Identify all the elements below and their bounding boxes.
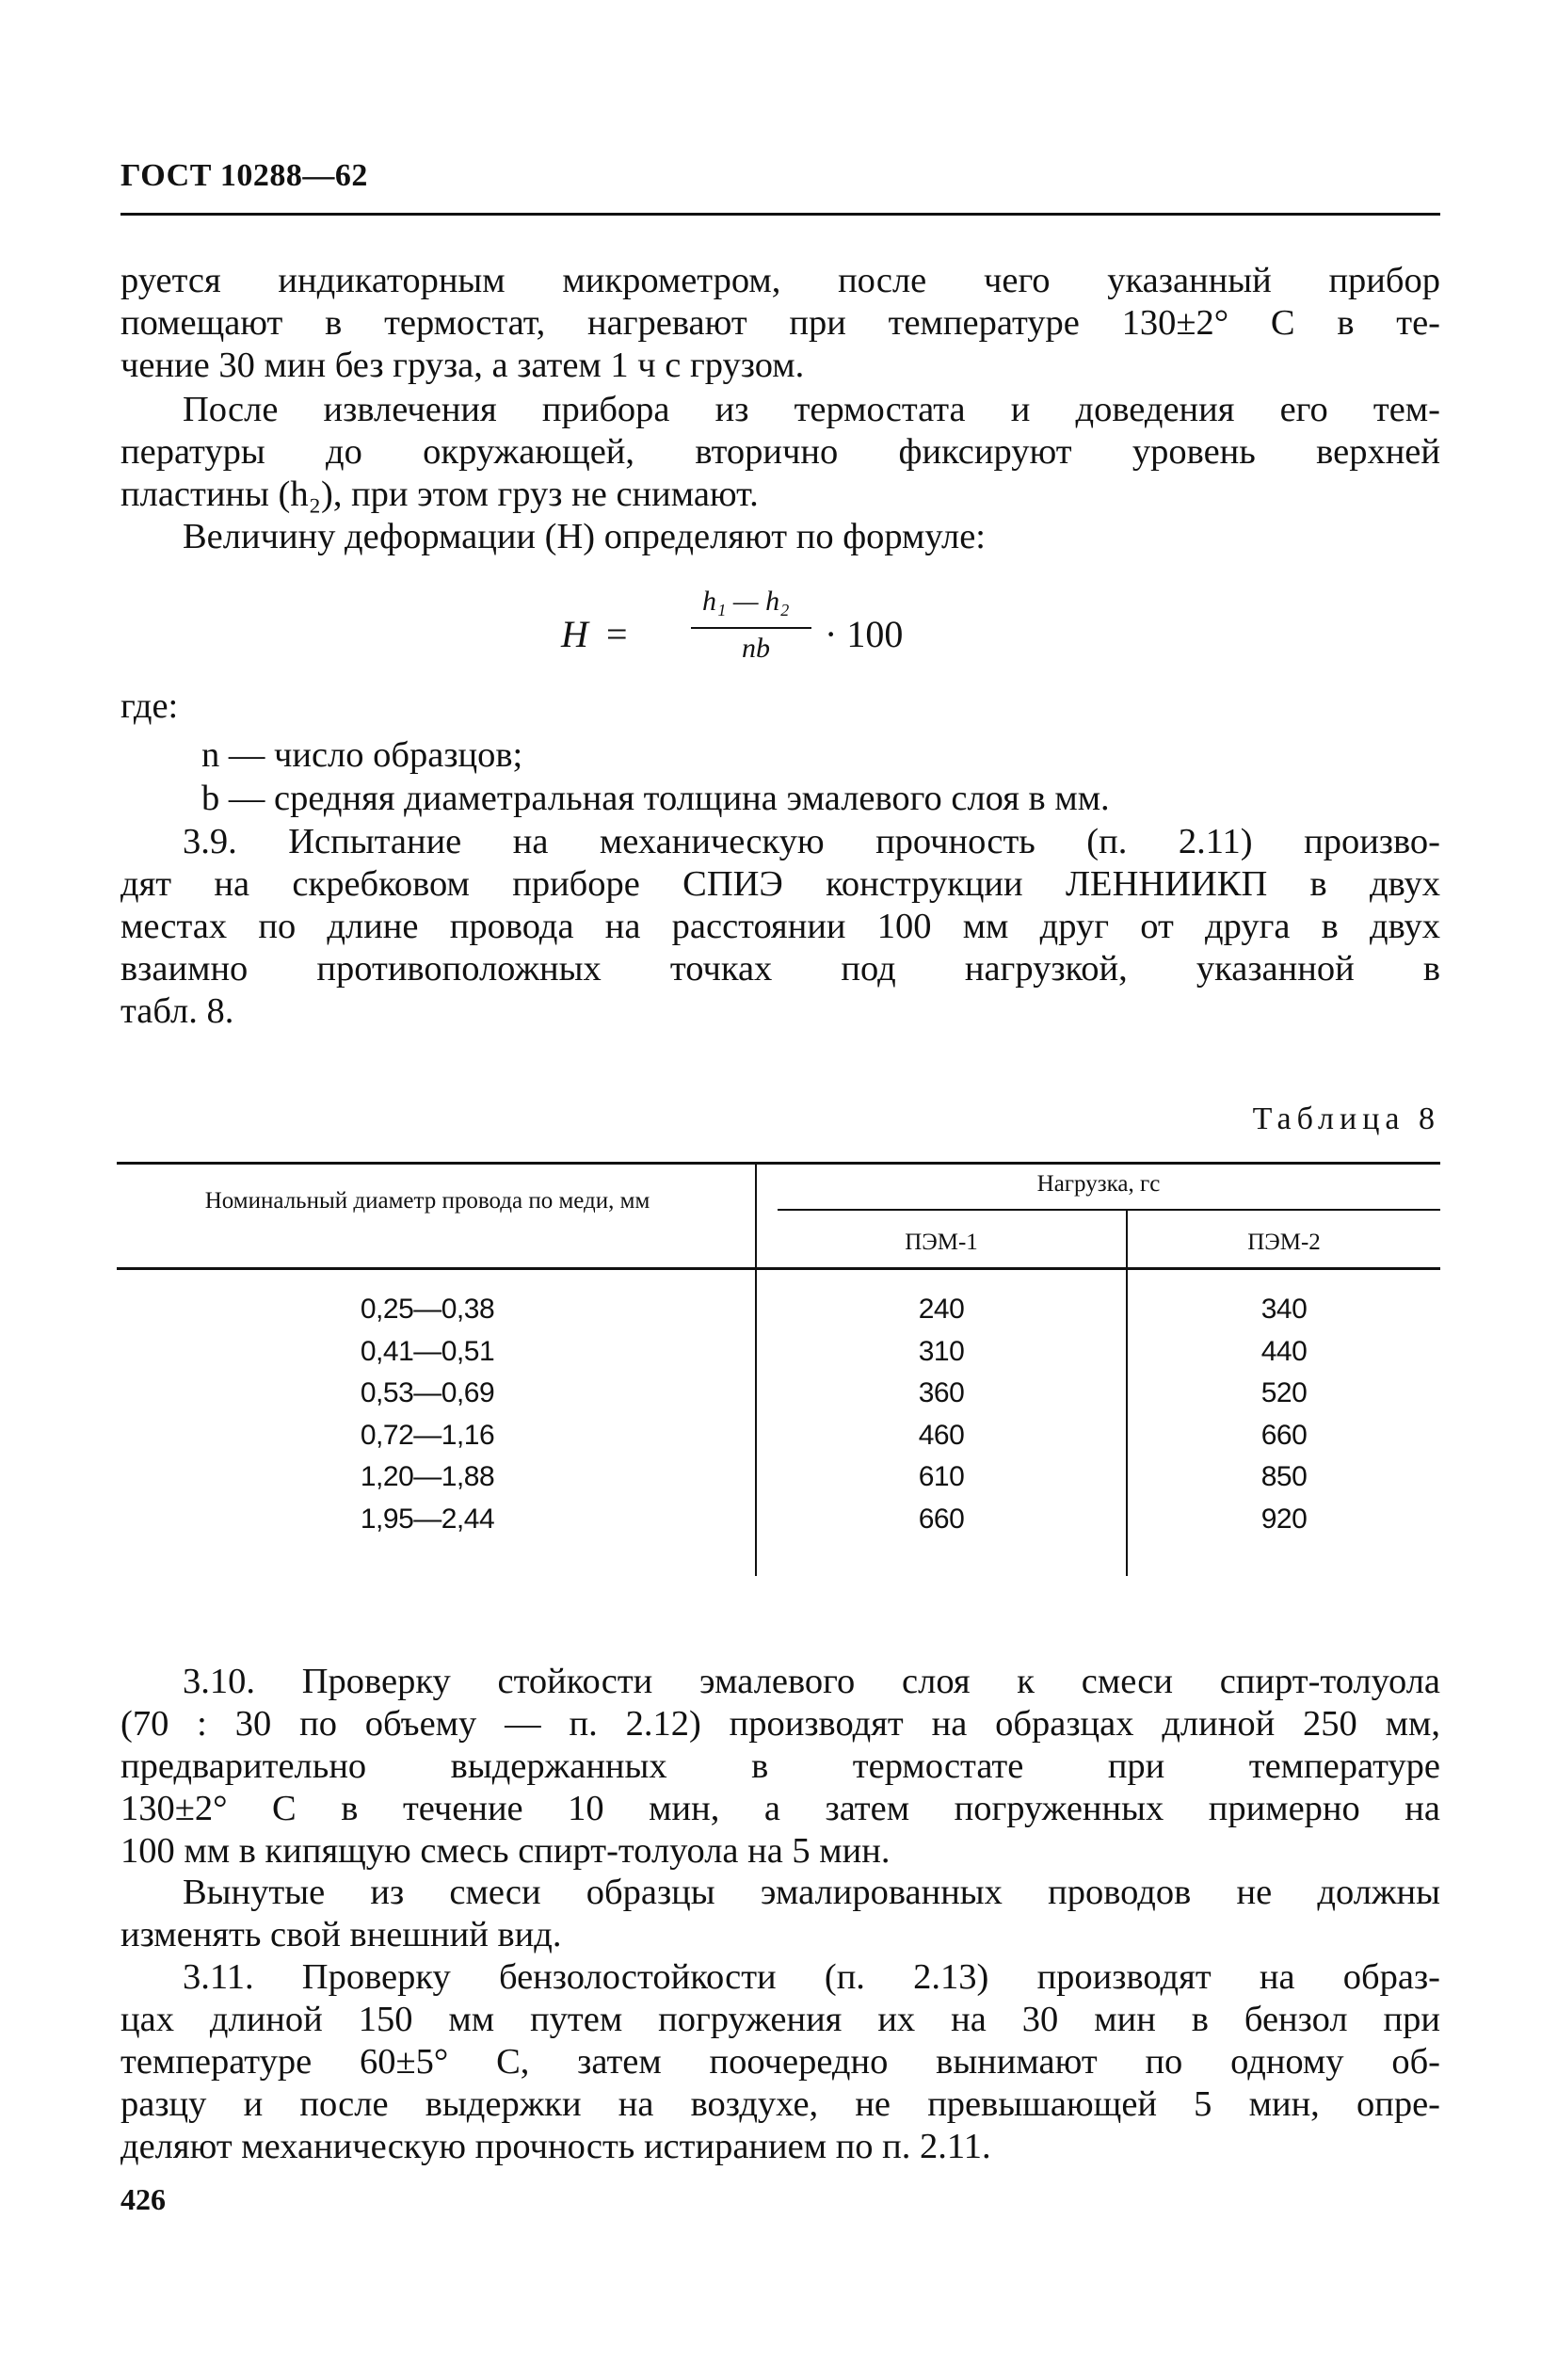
table-header-rule xyxy=(117,1267,1440,1270)
cell-pem2: 520 xyxy=(1260,1377,1308,1408)
cell-pem2: 340 xyxy=(1260,1294,1308,1325)
cell-diameter: 1,95—2,44 xyxy=(360,1503,495,1535)
text-line: дят на скребковом приборе СПИЭ конструкции ЛЕННИИКП в двух xyxy=(120,864,1440,904)
text-line: Величину деформации (H) определяют по формуле: xyxy=(183,517,986,556)
definition-b: b — средняя диаметральная толщина эмалевого слоя в мм. xyxy=(201,779,1110,818)
text-line: 3.11. Проверку бензолостойкости (п. 2.13) производят на образ- xyxy=(183,1957,1440,1997)
cell-pem1: 610 xyxy=(918,1461,965,1492)
cell-pem2: 850 xyxy=(1260,1461,1308,1492)
paragraph-2 xyxy=(120,389,1440,516)
paragraph-3-10 xyxy=(120,1661,1440,1873)
text-line: разцу и после выдержки на воздухе, не превышающей 5 мин, опре- xyxy=(120,2084,1440,2124)
document-header: ГОСТ 10288—62 xyxy=(120,158,368,193)
cell-diameter: 0,53—0,69 xyxy=(360,1377,495,1408)
text-line: 3.10. Проверку стойкости эмалевого слоя к смеси спирт-толуола xyxy=(183,1662,1440,1701)
fraction-bar xyxy=(691,627,811,629)
text-line: пературы до окружающей, вторично фиксируют уровень верхней xyxy=(120,432,1440,472)
group-header-rule xyxy=(778,1209,1440,1211)
text-line: цах длиной 150 мм путем погружения их на 30 мин в бензол при xyxy=(120,2000,1440,2039)
paragraph-3-10-cont xyxy=(120,1872,1440,1956)
text-line: руется индикаторным микрометром, после чего указанный прибор xyxy=(120,261,1440,300)
formula-multiplier: · 100 xyxy=(825,613,904,655)
cell-diameter: 0,25—0,38 xyxy=(360,1294,495,1325)
cell-pem2: 920 xyxy=(1260,1503,1308,1535)
text-line: взаимно противоположных точках под нагрузкой, указанной в xyxy=(120,949,1440,989)
page-number: 426 xyxy=(120,2182,166,2216)
cell-pem2: 660 xyxy=(1260,1419,1308,1451)
column-header-diameter: Номинальный диаметр провода по меди, мм xyxy=(204,1188,650,1214)
cell-pem1: 460 xyxy=(918,1419,965,1451)
text-line: 100 мм в кипящую смесь спирт-толуола на 5 мин. xyxy=(120,1831,891,1871)
cell-pem2: 440 xyxy=(1260,1335,1308,1367)
column-header-pem1: ПЭМ-1 xyxy=(905,1230,978,1255)
paragraph-1 xyxy=(120,260,1440,387)
text-line: температуре 60±5° С, затем поочередно вынимают по одному об- xyxy=(120,2042,1440,2082)
cell-pem1: 240 xyxy=(918,1294,965,1325)
text-line: 130±2° С в течение 10 мин, а затем погруженных примерно на xyxy=(120,1789,1440,1828)
cell-pem1: 360 xyxy=(918,1377,965,1408)
text-line: табл. 8. xyxy=(120,991,234,1031)
header-rule xyxy=(120,213,1440,216)
cell-pem1: 310 xyxy=(918,1335,965,1367)
paragraph-3 xyxy=(120,516,1440,558)
column-header-pem2: ПЭМ-2 xyxy=(1247,1230,1321,1255)
paragraph-3-11 xyxy=(120,1956,1440,2168)
text-line: 3.9. Испытание на механическую прочность (п. 2.11) произво- xyxy=(183,822,1440,861)
definition-n: n — число образцов; xyxy=(201,735,523,775)
cell-diameter: 1,20—1,88 xyxy=(360,1461,495,1492)
text-line: чение 30 мин без груза, а затем 1 ч с грузом. xyxy=(120,346,805,385)
cell-diameter: 0,72—1,16 xyxy=(360,1419,495,1451)
text-line: местах по длине провода на расстоянии 100 мм друг от друга в двух xyxy=(120,907,1440,946)
text-line: предварительно выдержанных в термостате при температуре xyxy=(120,1746,1440,1786)
deformation-formula xyxy=(561,586,1032,689)
formula-equals: = xyxy=(606,613,628,655)
column-group-header-load: Нагрузка, гс xyxy=(1036,1171,1161,1197)
text-line: пластины (h₂), при этом груз не снимают. xyxy=(120,474,759,514)
text-line: (70 : 30 по объему — п. 2.12) производят на образцах длиной 250 мм, xyxy=(120,1704,1440,1744)
text-line: помещают в термостат, нагревают при температуре 130±2° С в те- xyxy=(120,303,1440,343)
text-line: Вынутые из смеси образцы эмалированных проводов не должны xyxy=(183,1873,1440,1912)
formula-lhs: H xyxy=(561,613,588,655)
text-line: После извлечения прибора из термостата и доведения его тем- xyxy=(183,390,1440,429)
table-caption: Таблица 8 xyxy=(1252,1102,1440,1136)
cell-diameter: 0,41—0,51 xyxy=(360,1335,495,1367)
text-line: изменять свой внешний вид. xyxy=(120,1915,562,1954)
formula-numerator: h₁ — h₂ xyxy=(702,586,790,617)
load-table xyxy=(117,1162,1440,1576)
paragraph-3-9 xyxy=(120,821,1440,1033)
where-label: где: xyxy=(120,686,179,726)
cell-pem1: 660 xyxy=(918,1503,965,1535)
text-line: деляют механическую прочность истиранием по п. 2.11. xyxy=(120,2127,991,2166)
table-top-rule xyxy=(117,1162,1440,1165)
formula-denominator: nb xyxy=(742,633,770,664)
